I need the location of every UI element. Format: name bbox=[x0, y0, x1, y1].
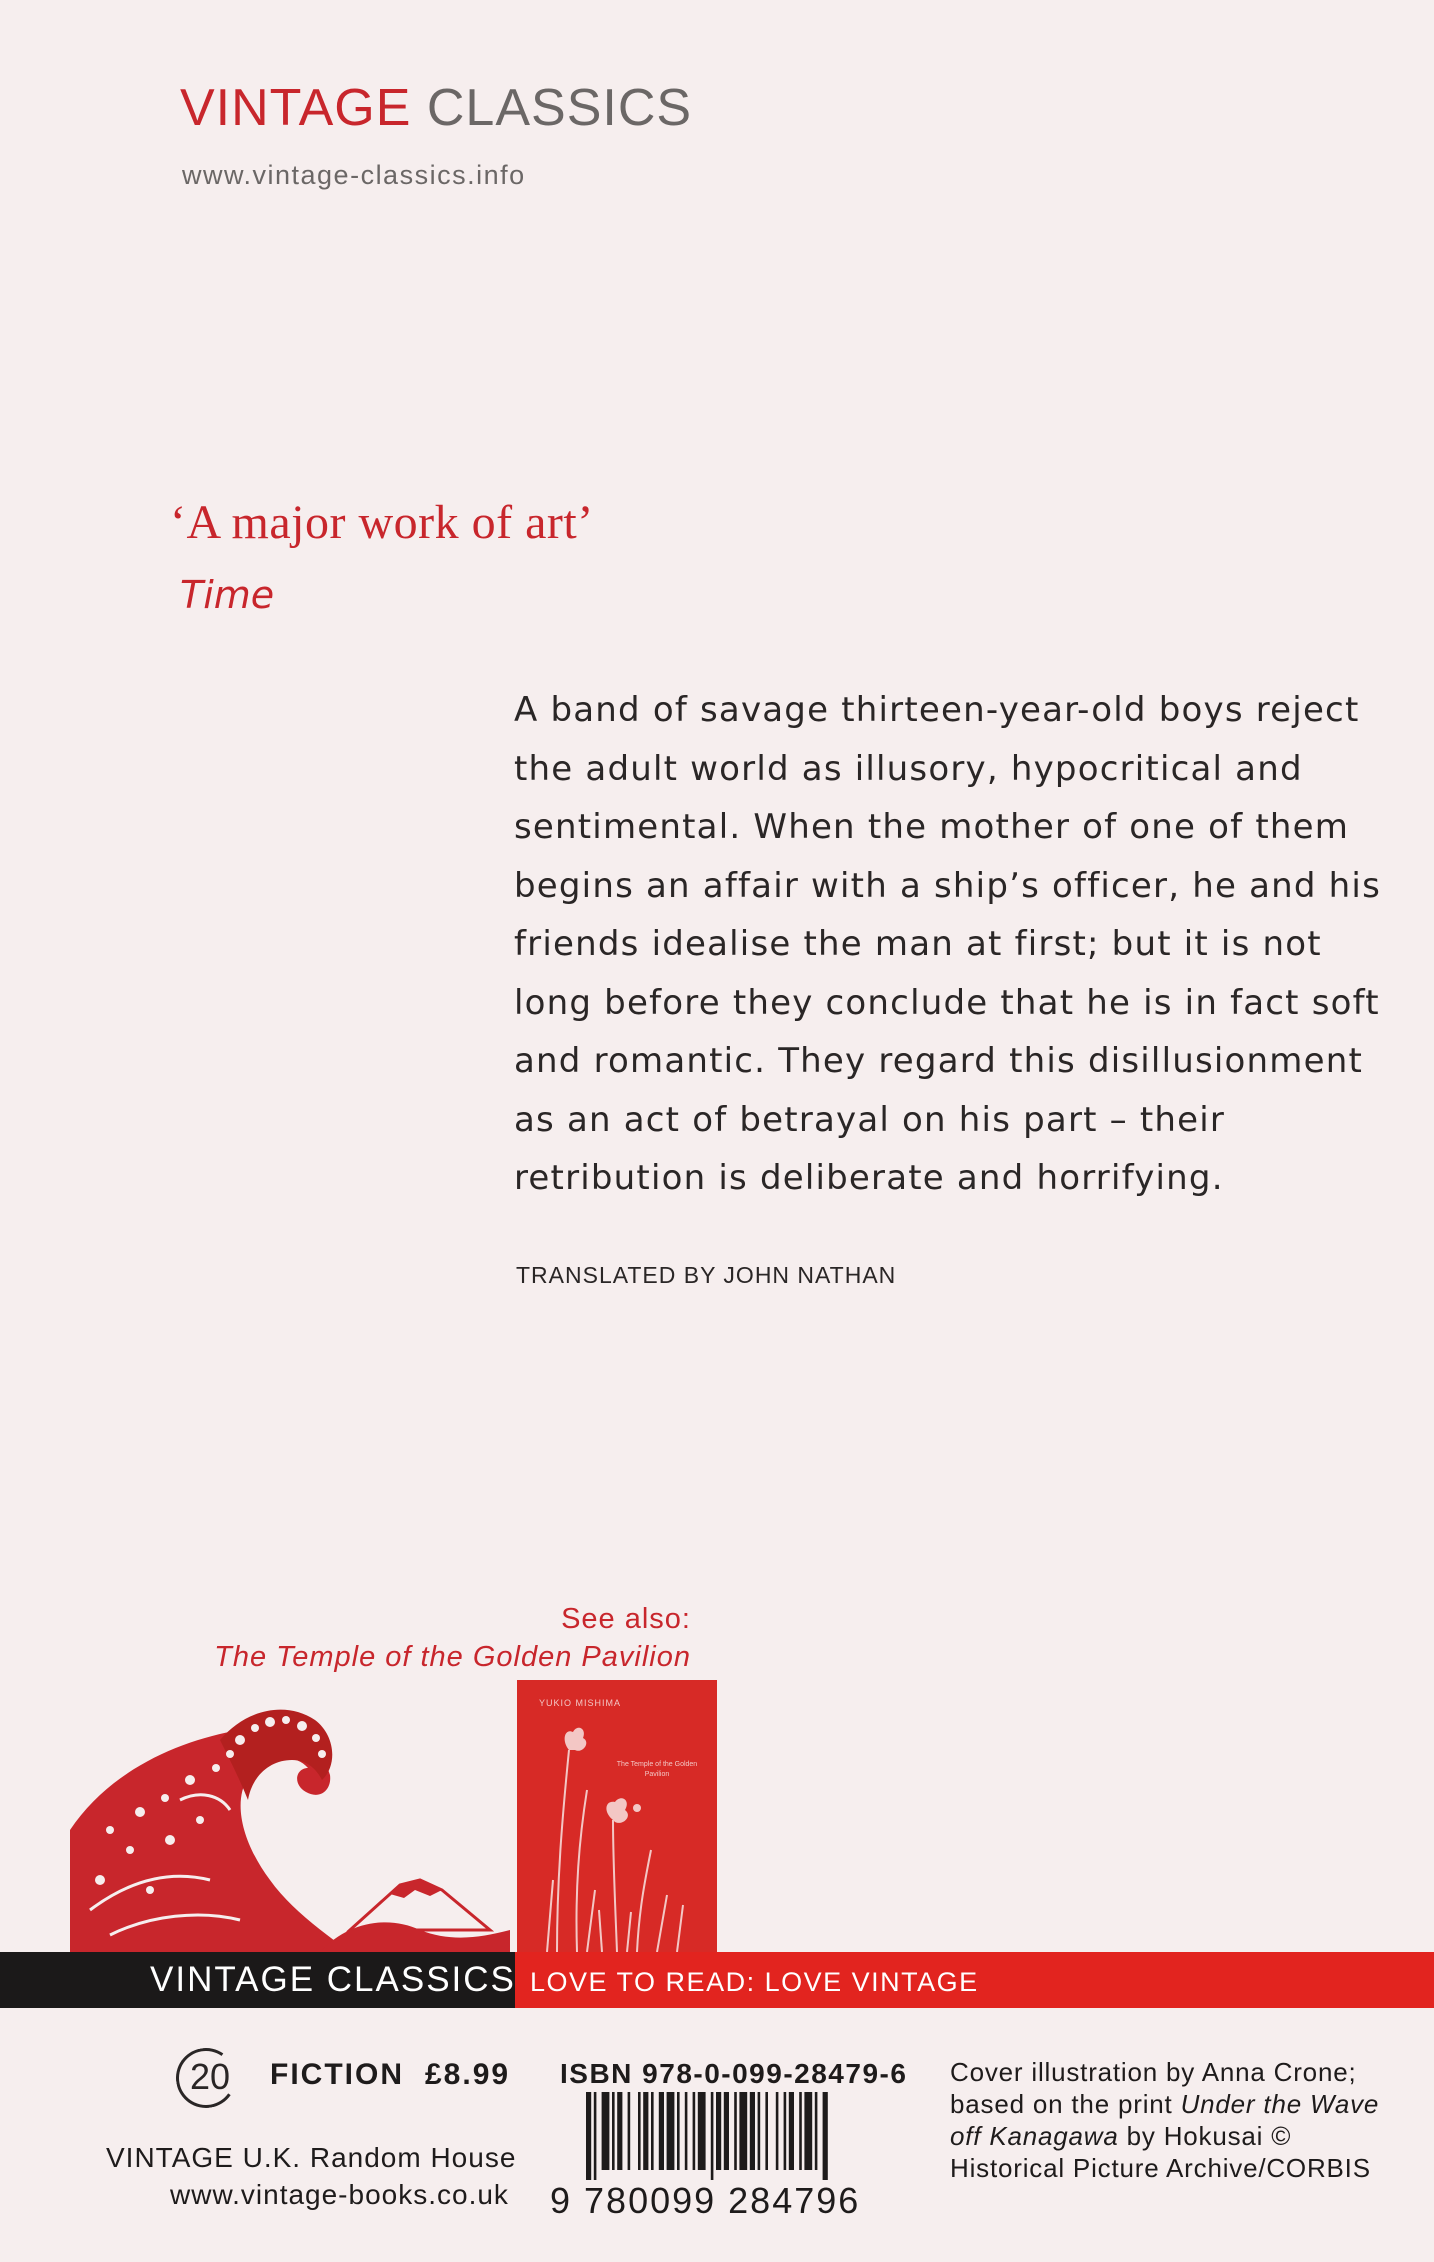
credit-line bbox=[950, 2120, 1410, 2152]
blurb-line: begins an affair with a ship’s officer, he and his bbox=[514, 865, 1381, 906]
cover-credit bbox=[950, 2056, 1410, 2184]
translator-credit: TRANSLATED BY JOHN NATHAN bbox=[516, 1262, 897, 1288]
mini-cover-title: The Temple of the Golden Pavilion bbox=[616, 1761, 698, 1778]
credit-line bbox=[950, 2088, 1410, 2120]
review-quote: ‘A major work of art’ bbox=[170, 496, 594, 549]
series-url: www.vintage-classics.info bbox=[182, 160, 526, 190]
related-book-cover bbox=[517, 1680, 717, 1952]
credit-text: based on the print bbox=[950, 2089, 1181, 2119]
book-blurb bbox=[514, 681, 1381, 1208]
isbn-label: ISBN 978-0-099-28479-6 bbox=[560, 2058, 908, 2089]
series-brand bbox=[180, 78, 692, 138]
brand-vintage: VINTAGE bbox=[180, 79, 412, 137]
category-label: FICTION bbox=[270, 2058, 404, 2091]
blurb-line: the adult world as illusory, hypocritical and bbox=[514, 748, 1303, 789]
band-series-name: VINTAGE CLASSICS bbox=[150, 1960, 516, 1999]
blurb-line: friends idealise the man at first; but it is not bbox=[514, 924, 1322, 964]
blurb-line: sentimental. When the mother of one of them bbox=[514, 807, 1350, 847]
blurb-line: retribution is deliberate and horrifying. bbox=[514, 1158, 1224, 1198]
credit-line: Cover illustration by Anna Crone; bbox=[950, 2057, 1357, 2087]
credit-line: Historical Picture Archive/CORBIS bbox=[950, 2153, 1371, 2183]
blurb-line: A band of savage thirteen-year-old boys reject bbox=[514, 690, 1360, 730]
blurb-line: as an act of betrayal on his part – their bbox=[514, 1099, 1226, 1140]
brand-classics: CLASSICS bbox=[426, 79, 693, 137]
blurb-line: long before they conclude that he is in fact soft bbox=[514, 982, 1380, 1023]
see-also-label: See also: bbox=[561, 1603, 691, 1635]
publisher-url: www.vintage-books.co.uk bbox=[170, 2179, 509, 2210]
band-slogan: LOVE TO READ: LOVE VINTAGE bbox=[530, 1967, 979, 1997]
mini-cover-author: YUKIO MISHIMA bbox=[539, 1698, 622, 1708]
credit-text: by Hokusai © bbox=[1118, 2121, 1292, 2151]
century-badge-number: 20 bbox=[190, 2056, 231, 2097]
review-source: Time bbox=[180, 573, 275, 617]
blurb-line: and romantic. They regard this disillusionment bbox=[514, 1041, 1364, 1081]
credit-print-title: Under the Wave bbox=[1180, 2089, 1380, 2119]
barcode-digits: 9 780099 284796 bbox=[550, 2180, 861, 2221]
barcode bbox=[586, 2092, 904, 2180]
iris-illustration bbox=[517, 1680, 717, 1952]
publisher-name: VINTAGE U.K. Random House bbox=[106, 2142, 517, 2173]
credit-print-title: off Kanagawa bbox=[950, 2121, 1119, 2151]
price-label: £8.99 bbox=[425, 2058, 511, 2091]
see-also-title: The Temple of the Golden Pavilion bbox=[214, 1641, 691, 1673]
great-wave-illustration bbox=[70, 1680, 510, 1952]
